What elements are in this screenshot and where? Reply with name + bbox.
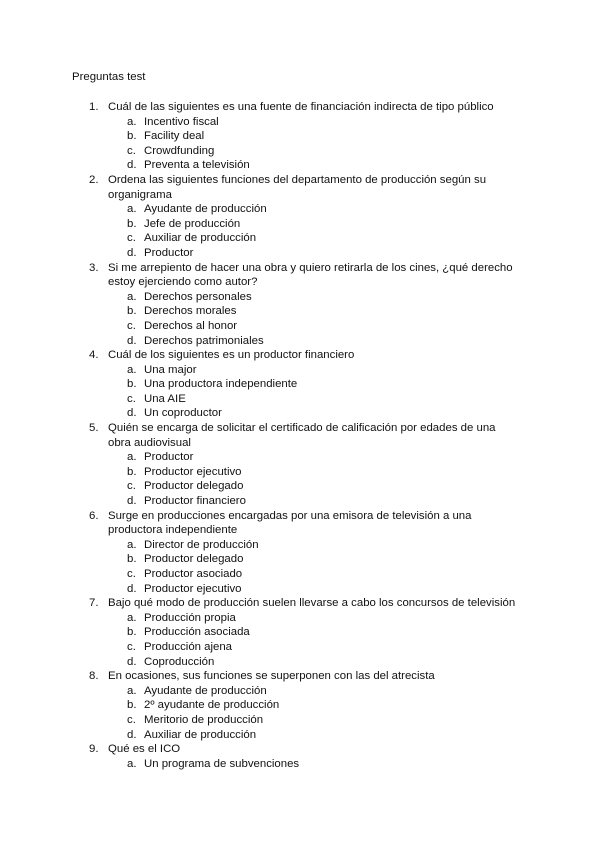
option-list (0, 202, 600, 260)
option-text: Derechos al honor (144, 319, 238, 332)
question-text: En ocasiones, sus funciones se superponen con las del atrecista (108, 670, 435, 683)
option-letter: d. (127, 582, 137, 595)
option-letter: c. (127, 480, 136, 493)
option-list (0, 290, 600, 348)
answer-option (0, 757, 600, 772)
option-text: Derechos morales (144, 305, 237, 318)
option-letter: d. (127, 407, 137, 420)
option-text: Auxiliar de producción (144, 728, 257, 741)
option-letter: a. (127, 290, 137, 303)
option-text: Incentivo fiscal (144, 115, 219, 128)
option-letter: c. (127, 232, 136, 245)
answer-option (0, 479, 600, 494)
answer-option (0, 319, 600, 334)
question-number: 3. (89, 261, 99, 274)
question-item (0, 173, 600, 261)
answer-option (0, 290, 600, 305)
answer-option (0, 538, 600, 553)
answer-option (0, 728, 600, 743)
question-text: Surge en producciones encargadas por una emisora de televisión a una productora independiente (108, 509, 472, 537)
answer-option (0, 494, 600, 509)
question-number: 7. (89, 597, 99, 610)
option-letter: c. (127, 713, 136, 726)
option-letter: c. (127, 392, 136, 405)
option-text: Jefe de producción (144, 217, 241, 230)
option-text: Meritorio de producción (144, 713, 264, 726)
question-number: 1. (89, 101, 99, 113)
option-text: Producción propia (144, 611, 236, 624)
option-text: Una productora independiente (144, 378, 298, 391)
question-item (0, 509, 600, 597)
answer-option (0, 246, 600, 261)
question-text: Si me arrepiento de hacer una obra y quiero retirarla de los cines, ¿qué derecho estoy ejerciendo como autor? (108, 261, 513, 289)
question-number: 5. (89, 422, 99, 435)
option-letter: b. (127, 130, 137, 143)
option-text: Una AIE (144, 392, 186, 405)
option-letter: c. (127, 640, 136, 653)
answer-option (0, 567, 600, 582)
option-list (0, 115, 600, 173)
option-text: Productor ejecutivo (144, 465, 242, 478)
option-text: Coproducción (144, 655, 215, 668)
answer-option (0, 392, 600, 407)
answer-option (0, 377, 600, 392)
option-letter: a. (127, 538, 137, 551)
answer-option (0, 158, 600, 173)
option-list (0, 450, 600, 508)
question-text: Cuál de los siguientes es un productor financiero (108, 349, 355, 362)
answer-option (0, 450, 600, 465)
option-letter: d. (127, 655, 137, 668)
option-letter: c. (127, 319, 136, 332)
answer-option (0, 465, 600, 480)
option-text: Ayudante de producción (144, 684, 267, 697)
option-text: Derechos patrimoniales (144, 334, 264, 347)
answer-option (0, 552, 600, 567)
option-text: Una major (144, 363, 197, 376)
option-letter: a. (127, 611, 137, 624)
option-letter: c. (127, 568, 136, 580)
question-item (0, 742, 600, 771)
option-letter: b. (127, 305, 137, 318)
option-text: Productor (144, 246, 194, 259)
option-letter: b. (127, 553, 137, 566)
option-text: Preventa a televisión (144, 159, 250, 172)
answer-option (0, 611, 600, 626)
answer-option (0, 202, 600, 217)
question-item (0, 261, 600, 349)
option-letter: d. (127, 728, 137, 741)
answer-option (0, 304, 600, 319)
question-text: Cuál de las siguientes es una fuente de financiación indirecta de tipo público (108, 101, 494, 113)
answer-option (0, 713, 600, 728)
question-text: Qué es el ICO (108, 743, 181, 756)
option-text: Director de producción (144, 538, 259, 551)
answer-option (0, 625, 600, 640)
answer-option (0, 334, 600, 349)
option-letter: a. (127, 363, 137, 376)
option-letter: d. (127, 246, 137, 259)
option-text: Un coproductor (144, 407, 222, 420)
question-number: 2. (89, 173, 99, 186)
option-text: Producción ajena (144, 640, 233, 653)
option-letter: b. (127, 217, 137, 230)
question-item (0, 596, 600, 669)
answer-option (0, 129, 600, 144)
option-letter: d. (127, 159, 137, 172)
option-text: 2º ayudante de producción (144, 699, 280, 712)
option-list (0, 757, 600, 772)
answer-option (0, 406, 600, 421)
option-letter: d. (127, 495, 137, 508)
question-item (0, 100, 600, 173)
option-text: Un programa de subvenciones (144, 757, 300, 770)
option-text: Productor delegado (144, 480, 244, 493)
question-number: 9. (89, 743, 99, 756)
option-letter: a. (127, 203, 137, 216)
option-text: Producción asociada (144, 626, 250, 639)
option-text: Auxiliar de producción (144, 232, 257, 245)
option-text: Crowdfunding (144, 144, 215, 157)
option-letter: b. (127, 626, 137, 639)
answer-option (0, 684, 600, 699)
question-number: 6. (89, 509, 99, 522)
option-text: Facility deal (144, 130, 205, 143)
answer-option (0, 144, 600, 159)
question-list (0, 100, 600, 771)
page-title: Preguntas test (72, 71, 146, 83)
option-text: Ayudante de producción (144, 203, 267, 216)
option-text: Productor (144, 451, 194, 464)
question-text: Ordena las siguientes funciones del departamento de producción según su organigrama (108, 173, 487, 201)
option-text: Productor financiero (144, 495, 246, 508)
option-text: Productor ejecutivo (144, 582, 242, 595)
question-number: 8. (89, 670, 99, 683)
answer-option (0, 582, 600, 597)
option-letter: b. (127, 378, 137, 391)
answer-option (0, 115, 600, 130)
option-text: Derechos personales (144, 290, 252, 303)
answer-option (0, 231, 600, 246)
option-letter: a. (127, 115, 137, 128)
question-item (0, 348, 600, 421)
option-letter: c. (127, 144, 136, 157)
answer-option (0, 363, 600, 378)
option-letter: a. (127, 684, 137, 697)
option-letter: a. (127, 757, 137, 770)
question-text: Bajo qué modo de producción suelen llevarse a cabo los concursos de televisión (108, 597, 516, 610)
answer-option (0, 217, 600, 232)
option-letter: b. (127, 699, 137, 712)
option-letter: d. (127, 334, 137, 347)
option-text: Productor asociado (144, 568, 243, 580)
option-letter: a. (127, 451, 137, 464)
option-list (0, 363, 600, 421)
answer-option (0, 698, 600, 713)
question-number: 4. (89, 349, 99, 362)
answer-option (0, 640, 600, 655)
option-letter: b. (127, 465, 137, 478)
option-text: Productor delegado (144, 553, 244, 566)
option-list (0, 538, 600, 596)
question-text: Quién se encarga de solicitar el certificado de calificación por edades de una obra audiovisual (108, 422, 496, 449)
option-list (0, 684, 600, 742)
option-list (0, 611, 600, 669)
answer-option (0, 655, 600, 670)
question-item (0, 421, 600, 509)
question-item (0, 669, 600, 742)
